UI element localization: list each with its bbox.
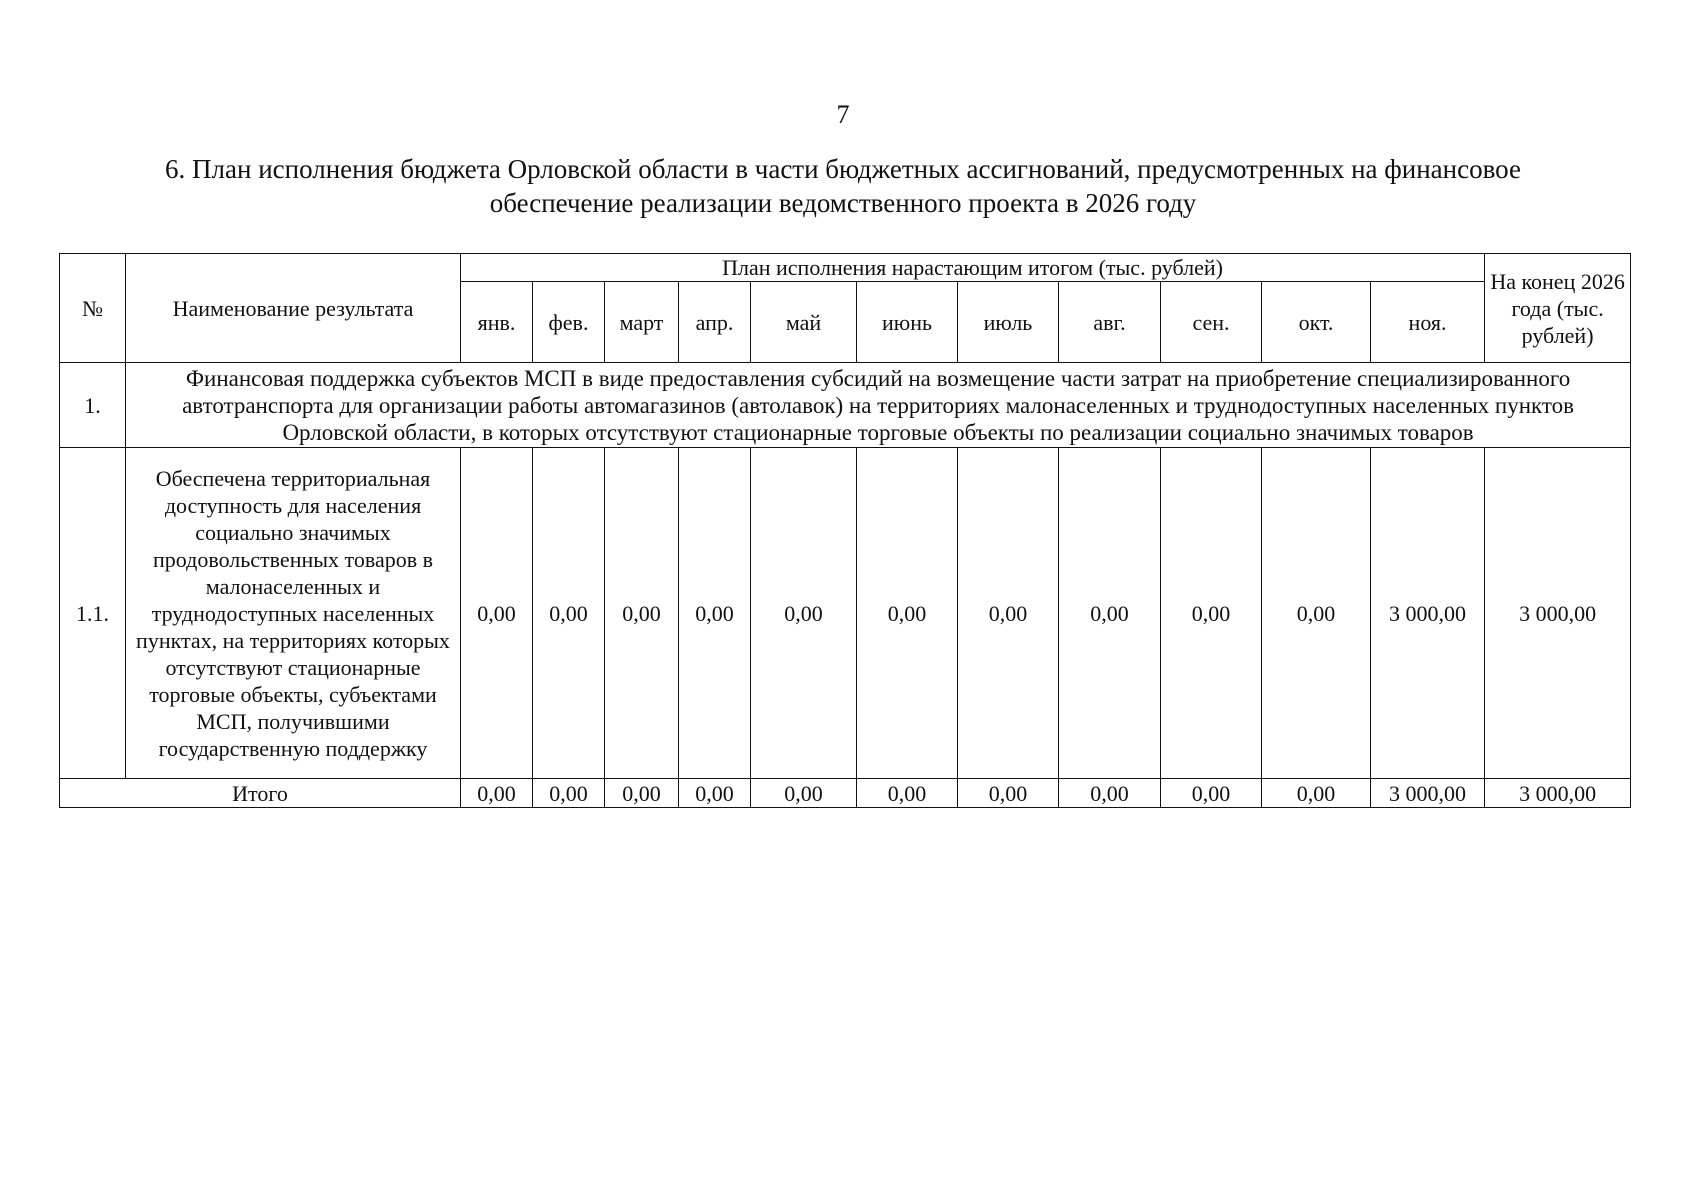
total-value: 0,00: [1059, 779, 1161, 808]
header-end-of-year: На конец 2026 года (тыс. рублей): [1485, 254, 1631, 363]
total-value: 0,00: [679, 779, 751, 808]
total-value: 0,00: [751, 779, 857, 808]
total-row: [60, 779, 1631, 808]
result-number: 1.1.: [60, 448, 126, 779]
result-value: 0,00: [1059, 448, 1161, 779]
header-number: №: [60, 254, 126, 363]
total-value: 0,00: [1262, 779, 1371, 808]
total-value: 0,00: [857, 779, 958, 808]
result-row: [60, 448, 1631, 779]
header-plan: План исполнения нарастающим итогом (тыс. рублей): [461, 254, 1485, 282]
month-header: сен.: [1161, 282, 1262, 363]
budget-plan-table: [59, 253, 1631, 808]
result-value: 0,00: [857, 448, 958, 779]
section-number: 1.: [60, 363, 126, 448]
title-line-1: 6. План исполнения бюджета Орловской области в части бюджетных ассигнований, предусмотренных на финансовое: [165, 154, 1521, 184]
section-title: Финансовая поддержка субъектов МСП в виде предоставления субсидий на возмещение части затрат на приобретение специализированного автотранспорта для организации работы автомагазинов (автолавок) на территориях малонаселенных и труднодоступных населенных пунктов Орловской области, в которых отсутствуют стационарные торговые объекты по реализации социально значимых товаров: [126, 363, 1631, 448]
total-value: 3 000,00: [1371, 779, 1485, 808]
total-value: 0,00: [533, 779, 605, 808]
month-header: ноя.: [1371, 282, 1485, 363]
result-value: 0,00: [751, 448, 857, 779]
result-value: 0,00: [958, 448, 1059, 779]
result-value: 0,00: [1161, 448, 1262, 779]
result-value: 0,00: [533, 448, 605, 779]
title-line-2: обеспечение реализации ведомственного проекта в 2026 году: [489, 188, 1197, 218]
result-name: Обеспечена территориальная доступность для населения социально значимых продовольственных товаров в малонаселенных и труднодоступных населенных пунктах, на территориях которых отсутствуют стационарные торговые объекты, субъектами МСП, получившими государственную поддержку: [126, 448, 461, 779]
result-end-value: 3 000,00: [1485, 448, 1631, 779]
page-number: 7: [836, 100, 850, 129]
month-header: март: [605, 282, 679, 363]
header-result-name: Наименование результата: [126, 254, 461, 363]
total-value: 0,00: [1161, 779, 1262, 808]
table-header-row: [60, 254, 1631, 282]
month-header: янв.: [461, 282, 533, 363]
month-header: апр.: [679, 282, 751, 363]
month-header: окт.: [1262, 282, 1371, 363]
section-row: [60, 363, 1631, 448]
month-header: авг.: [1059, 282, 1161, 363]
document-title: [100, 152, 1586, 220]
result-value: 0,00: [1262, 448, 1371, 779]
total-value: 0,00: [958, 779, 1059, 808]
total-end-value: 3 000,00: [1485, 779, 1631, 808]
result-value: 0,00: [605, 448, 679, 779]
total-value: 0,00: [461, 779, 533, 808]
total-label: Итого: [60, 779, 461, 808]
month-header: фев.: [533, 282, 605, 363]
month-header: июнь: [857, 282, 958, 363]
total-value: 0,00: [605, 779, 679, 808]
month-header: май: [751, 282, 857, 363]
result-value: 0,00: [679, 448, 751, 779]
result-value: 0,00: [461, 448, 533, 779]
result-value: 3 000,00: [1371, 448, 1485, 779]
month-header: июль: [958, 282, 1059, 363]
